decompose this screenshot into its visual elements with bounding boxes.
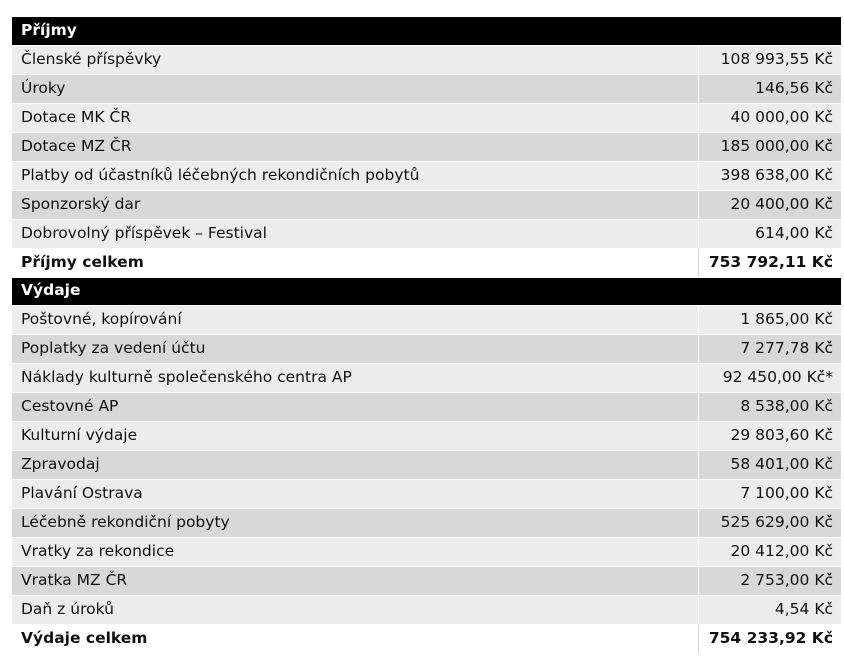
table-row	[12, 421, 841, 450]
table-row	[12, 305, 841, 334]
row-value: 7 277,78 Kč	[698, 334, 841, 363]
finance-table	[12, 17, 841, 654]
table-row	[12, 537, 841, 566]
income-total-value: 753 792,11 Kč	[698, 248, 841, 277]
row-label: Úroky	[12, 74, 698, 103]
row-value: 7 100,00 Kč	[698, 479, 841, 508]
row-label: Poštovné, kopírování	[12, 305, 698, 334]
table-row	[12, 334, 841, 363]
row-value: 8 538,00 Kč	[698, 392, 841, 421]
row-label: Daň z úroků	[12, 595, 698, 624]
row-label: Platby od účastníků léčebných rekondičních pobytů	[12, 161, 698, 190]
row-value: 58 401,00 Kč	[698, 450, 841, 479]
row-value: 20 412,00 Kč	[698, 537, 841, 566]
row-label: Plavání Ostrava	[12, 479, 698, 508]
expenses-total-value: 754 233,92 Kč	[698, 624, 841, 653]
row-label: Vratka MZ ČR	[12, 566, 698, 595]
row-label: Vratky za rekondice	[12, 537, 698, 566]
table-row	[12, 450, 841, 479]
row-value: 92 450,00 Kč*	[698, 363, 841, 392]
expenses-total-label: Výdaje celkem	[12, 624, 698, 653]
table-row	[12, 74, 841, 103]
table-row	[12, 508, 841, 537]
row-value: 146,56 Kč	[698, 74, 841, 103]
table-row	[12, 595, 841, 624]
row-label: Cestovné AP	[12, 392, 698, 421]
expenses-header-label: Výdaje	[12, 277, 841, 305]
row-value: 185 000,00 Kč	[698, 132, 841, 161]
row-label: Dobrovolný příspěvek – Festival	[12, 219, 698, 248]
table-row	[12, 363, 841, 392]
income-section-header	[12, 17, 841, 45]
table-row	[12, 103, 841, 132]
row-value: 20 400,00 Kč	[698, 190, 841, 219]
row-value: 40 000,00 Kč	[698, 103, 841, 132]
row-value: 398 638,00 Kč	[698, 161, 841, 190]
row-label: Poplatky za vedení účtu	[12, 334, 698, 363]
row-value: 614,00 Kč	[698, 219, 841, 248]
table-row	[12, 190, 841, 219]
row-value: 29 803,60 Kč	[698, 421, 841, 450]
table-row	[12, 45, 841, 74]
table-row	[12, 392, 841, 421]
finance-report	[12, 17, 841, 654]
table-row	[12, 566, 841, 595]
row-label: Sponzorský dar	[12, 190, 698, 219]
expenses-section-header	[12, 277, 841, 305]
row-label: Kulturní výdaje	[12, 421, 698, 450]
row-label: Členské příspěvky	[12, 45, 698, 74]
row-value: 525 629,00 Kč	[698, 508, 841, 537]
row-label: Zpravodaj	[12, 450, 698, 479]
income-header-label: Příjmy	[12, 17, 841, 45]
row-label: Dotace MK ČR	[12, 103, 698, 132]
row-value: 4,54 Kč	[698, 595, 841, 624]
row-value: 1 865,00 Kč	[698, 305, 841, 334]
table-row	[12, 132, 841, 161]
expenses-total-row	[12, 624, 841, 653]
income-total-row	[12, 248, 841, 277]
row-label: Náklady kulturně společenského centra AP	[12, 363, 698, 392]
table-row	[12, 479, 841, 508]
table-row	[12, 219, 841, 248]
table-row	[12, 161, 841, 190]
row-value: 2 753,00 Kč	[698, 566, 841, 595]
row-value: 108 993,55 Kč	[698, 45, 841, 74]
row-label: Dotace MZ ČR	[12, 132, 698, 161]
income-total-label: Příjmy celkem	[12, 248, 698, 277]
row-label: Léčebně rekondiční pobyty	[12, 508, 698, 537]
